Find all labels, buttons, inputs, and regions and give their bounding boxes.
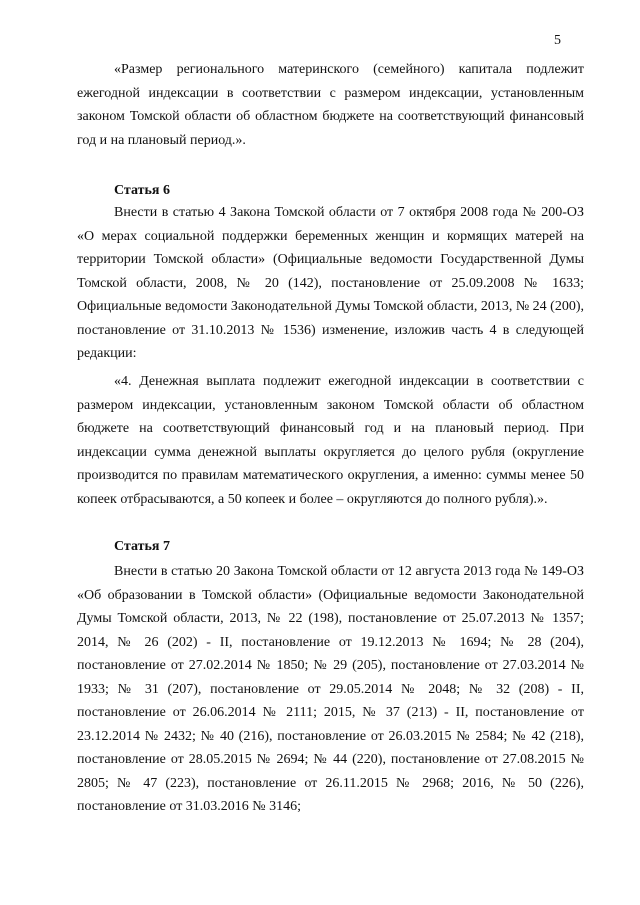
paragraph-capital-indexation: «Размер регионального материнского (семейного) капитала подлежит ежегодной индексации в соответствии с размером индексации, установленным законом Томской области об областном бюджете на соответствующий финансовый год и на плановый период.». xyxy=(77,62,584,148)
article-6-intro-paragraph: Внести в статью 4 Закона Томской области от 7 октября 2008 года № 200-ОЗ «О мерах социальной поддержки беременных женщин и кормящих матерей на территории Томской области» (Официальные ведомости Государственной Думы Томской области, 2008, № 20 (142), постановление от 25.09.2008 № 1633; Официальные ведомости Законодательной Думы Томской области, 2013, № 24 (200), постановление от 31.10.2013 № 1536) изменение, изложив часть 4 в следующей редакции: xyxy=(77,205,584,361)
page-number: 5 xyxy=(554,33,561,48)
article-6-quote-paragraph: «4. Денежная выплата подлежит ежегодной индексации в соответствии с размером индексации, установленным законом Томской области об областном бюджете на соответствующий финансовый год и на плановый период. При индексации сумма денежной выплаты округляется до целого рубля (округление производится по правилам математического округления, а именно: суммы менее 50 копеек отбрасываются, а 50 копеек и более – округляются до полного рубля).». xyxy=(77,374,584,507)
article-7-intro-paragraph: Внести в статью 20 Закона Томской области от 12 августа 2013 года № 149-ОЗ «Об образовании в Томской области» (Официальные ведомости Законодательной Думы Томской области, 2013, № 22 (198), постановление от 25.07.2013 № 1357; 2014, № 26 (202) - II, постановление от 19.12.2013 № 1694; № 28 (204), постановление от 27.02.2014 № 1850; № 29 (205), постановление от 27.03.2014 № 1933; № 31 (207), постановление от 29.05.2014 № 2048; № 32 (208) - II, постановление от 26.06.2014 № 2111; 2015, № 37 (213) - II, постановление от 23.12.2014 № 2432; № 40 (216), постановление от 26.03.2015 № 2584; № 42 (218), постановление от 28.05.2015 № 2694; № 44 (220), постановление от 27.08.2015 № 2805; № 47 (223), постановление от 26.11.2015 № 2968; 2016, № 50 (226), постановление от 31.03.2016 № 3146; xyxy=(77,564,584,814)
article-7-heading: Статья 7 xyxy=(114,539,170,554)
article-6-heading: Статья 6 xyxy=(114,183,170,198)
